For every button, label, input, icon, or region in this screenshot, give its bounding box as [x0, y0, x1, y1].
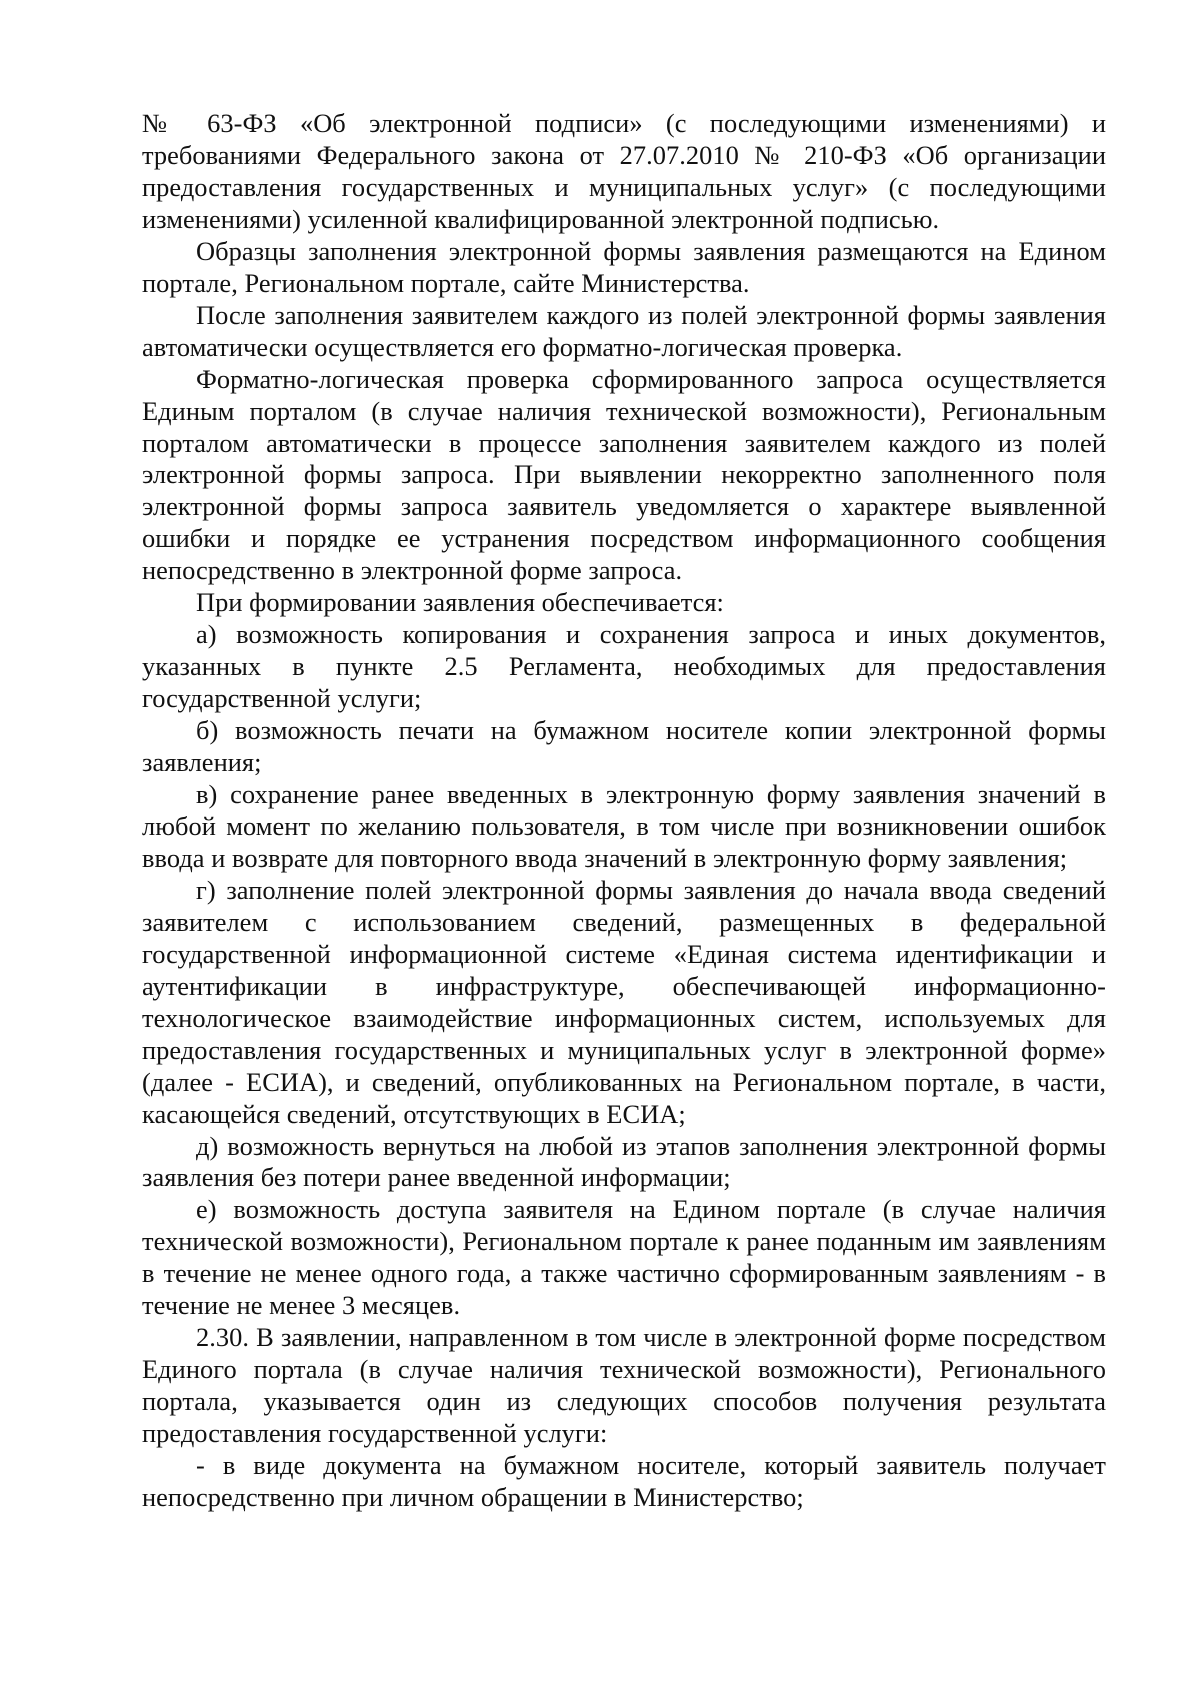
list-item-d: д) возможность вернуться на любой из этапов заполнения электронной формы заявления без потери ранее введенной информации; [142, 1130, 1106, 1193]
list-item-e: е) возможность доступа заявителя на Едином портале (в случае наличия технической возможности), Региональном портале к ранее поданным им заявлениям в течение не менее одного года, а также частично сформированным заявлениям - в течение не менее 3 месяцев. [142, 1194, 1106, 1321]
document-page [142, 108, 1106, 1514]
list-item-b: б) возможность печати на бумажном носителе копии электронной формы заявления; [142, 715, 1106, 778]
list-item-a: а) возможность копирования и сохранения запроса и иных документов, указанных в пункте 2.5 Регламента, необходимых для предоставления государственной услуги; [142, 619, 1106, 714]
paragraph-format-logic-check: Форматно-логическая проверка сформированного запроса осуществляется Единым порталом (в случае наличия технической возможности), Региональным порталом автоматически в процессе заполнения заявителем каждого из полей электронной формы запроса. При выявлении некорректно заполненного поля электронной формы запроса заявитель уведомляется о характере выявленной ошибки и порядке ее устранения посредством информационного сообщения непосредственно в электронной форме запроса. [142, 363, 1106, 586]
paragraph-form-samples: Образцы заполнения электронной формы заявления размещаются на Едином портале, Региональном портале, сайте Министерства. [142, 235, 1106, 298]
paragraph-section-2-30: 2.30. В заявлении, направленном в том числе в электронной форме посредством Единого портала (в случае наличия технической возможности), Регионального портала, указывается один из следующих способов получения результата предоставления государственной услуги: [142, 1322, 1106, 1449]
list-item-paper-document: - в виде документа на бумажном носителе, который заявитель получает непосредственно при личном обращении в Министерство; [142, 1450, 1106, 1512]
paragraph-auto-check: После заполнения заявителем каждого из полей электронной формы заявления автоматически осуществляется его форматно-логическая проверка. [142, 299, 1106, 362]
list-item-g: г) заполнение полей электронной формы заявления до начала ввода сведений заявителем с использованием сведений, размещенных в федеральной государственной информационной системе «Единая система идентификации и аутентификации в инфраструктуре, обеспечивающей информационно-технологическое взаимодействие информационных систем, используемых для предоставления государственных и муниципальных услуг в электронной форме» (далее - ЕСИА), и сведений, опубликованных на Региональном портале, в части, касающейся сведений, отсутствующих в ЕСИА; [142, 874, 1106, 1129]
list-item-v: в) сохранение ранее введенных в электронную форму заявления значений в любой момент по желанию пользователя, в том числе при возникновении ошибок ввода и возврате для повторного ввода значений в электронную форму заявления; [142, 779, 1106, 873]
paragraph-provided-intro: При формировании заявления обеспечивается: [196, 587, 724, 618]
paragraph-law-reference: № 63-ФЗ «Об электронной подписи» (с последующими изменениями) и требованиями Федерального закона от 27.07.2010 № 210-ФЗ «Об организации предоставления государственных и муниципальных услуг» (с последующими изменениями) усиленной квалифицированной электронной подписью. [142, 108, 1106, 234]
